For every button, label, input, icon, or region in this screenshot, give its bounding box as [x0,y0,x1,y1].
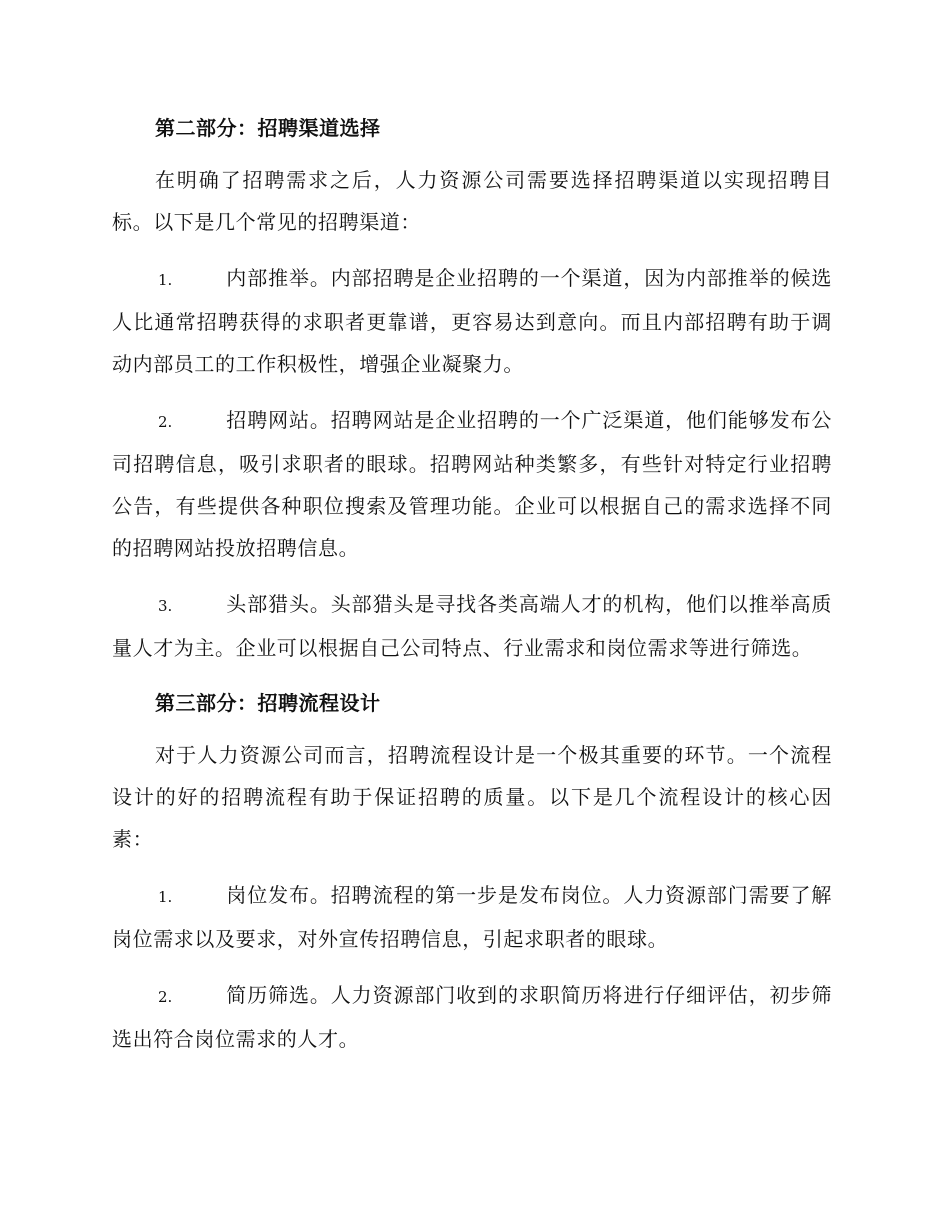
list-item-text: 内部推举。内部招聘是企业招聘的一个渠道，因为内部推举的候选人比通常招聘获得的求职者更靠谱，更容易达到意向。而且内部招聘有助于调动内部员工的工作积极性，增强企业凝聚力。 [112,266,832,376]
list-item-text: 岗位发布。招聘流程的第一步是发布岗位。人力资源部门需要了解岗位需求以及要求，对外宣传招聘信息，引起求职者的眼球。 [112,883,832,951]
list-number: 3. [158,597,173,615]
section-heading: 第二部分：招聘渠道选择 [155,116,381,140]
list-item [112,874,832,960]
list-item-text: 简历筛选。人力资源部门收到的求职简历将进行仔细评估，初步筛选出符合岗位需求的人才。 [112,983,832,1051]
section-heading: 第三部分：招聘流程设计 [155,691,381,715]
section-intro: 对于人力资源公司而言，招聘流程设计是一个极其重要的环节。一个流程设计的好的招聘流程有助于保证招聘的质量。以下是几个流程设计的核心因素： [112,743,832,851]
section-intro: 在明确了招聘需求之后，人力资源公司需要选择招聘渠道以实现招聘目标。以下是几个常见的招聘渠道： [112,168,832,234]
document-page [112,108,832,1074]
list-item [112,974,832,1060]
list-number: 1. [158,888,173,906]
list-number: 2. [158,413,173,431]
list-number: 2. [158,988,173,1006]
list-item-text: 头部猎头。头部猎头是寻找各类高端人才的机构，他们以推举高质量人才为主。企业可以根据自己公司特点、行业需求和岗位需求等进行筛选。 [112,592,832,660]
list-number: 1. [158,271,173,289]
list-item [112,583,832,669]
list-item-text: 招聘网站。招聘网站是企业招聘的一个广泛渠道，他们能够发布公司招聘信息，吸引求职者的眼球。招聘网站种类繁多，有些针对特定行业招聘公告，有些提供各种职位搜索及管理功能。企业可以根据自己的需求选择不同的招聘网站投放招聘信息。 [112,408,832,560]
list-item [112,399,832,569]
list-item [112,257,832,385]
